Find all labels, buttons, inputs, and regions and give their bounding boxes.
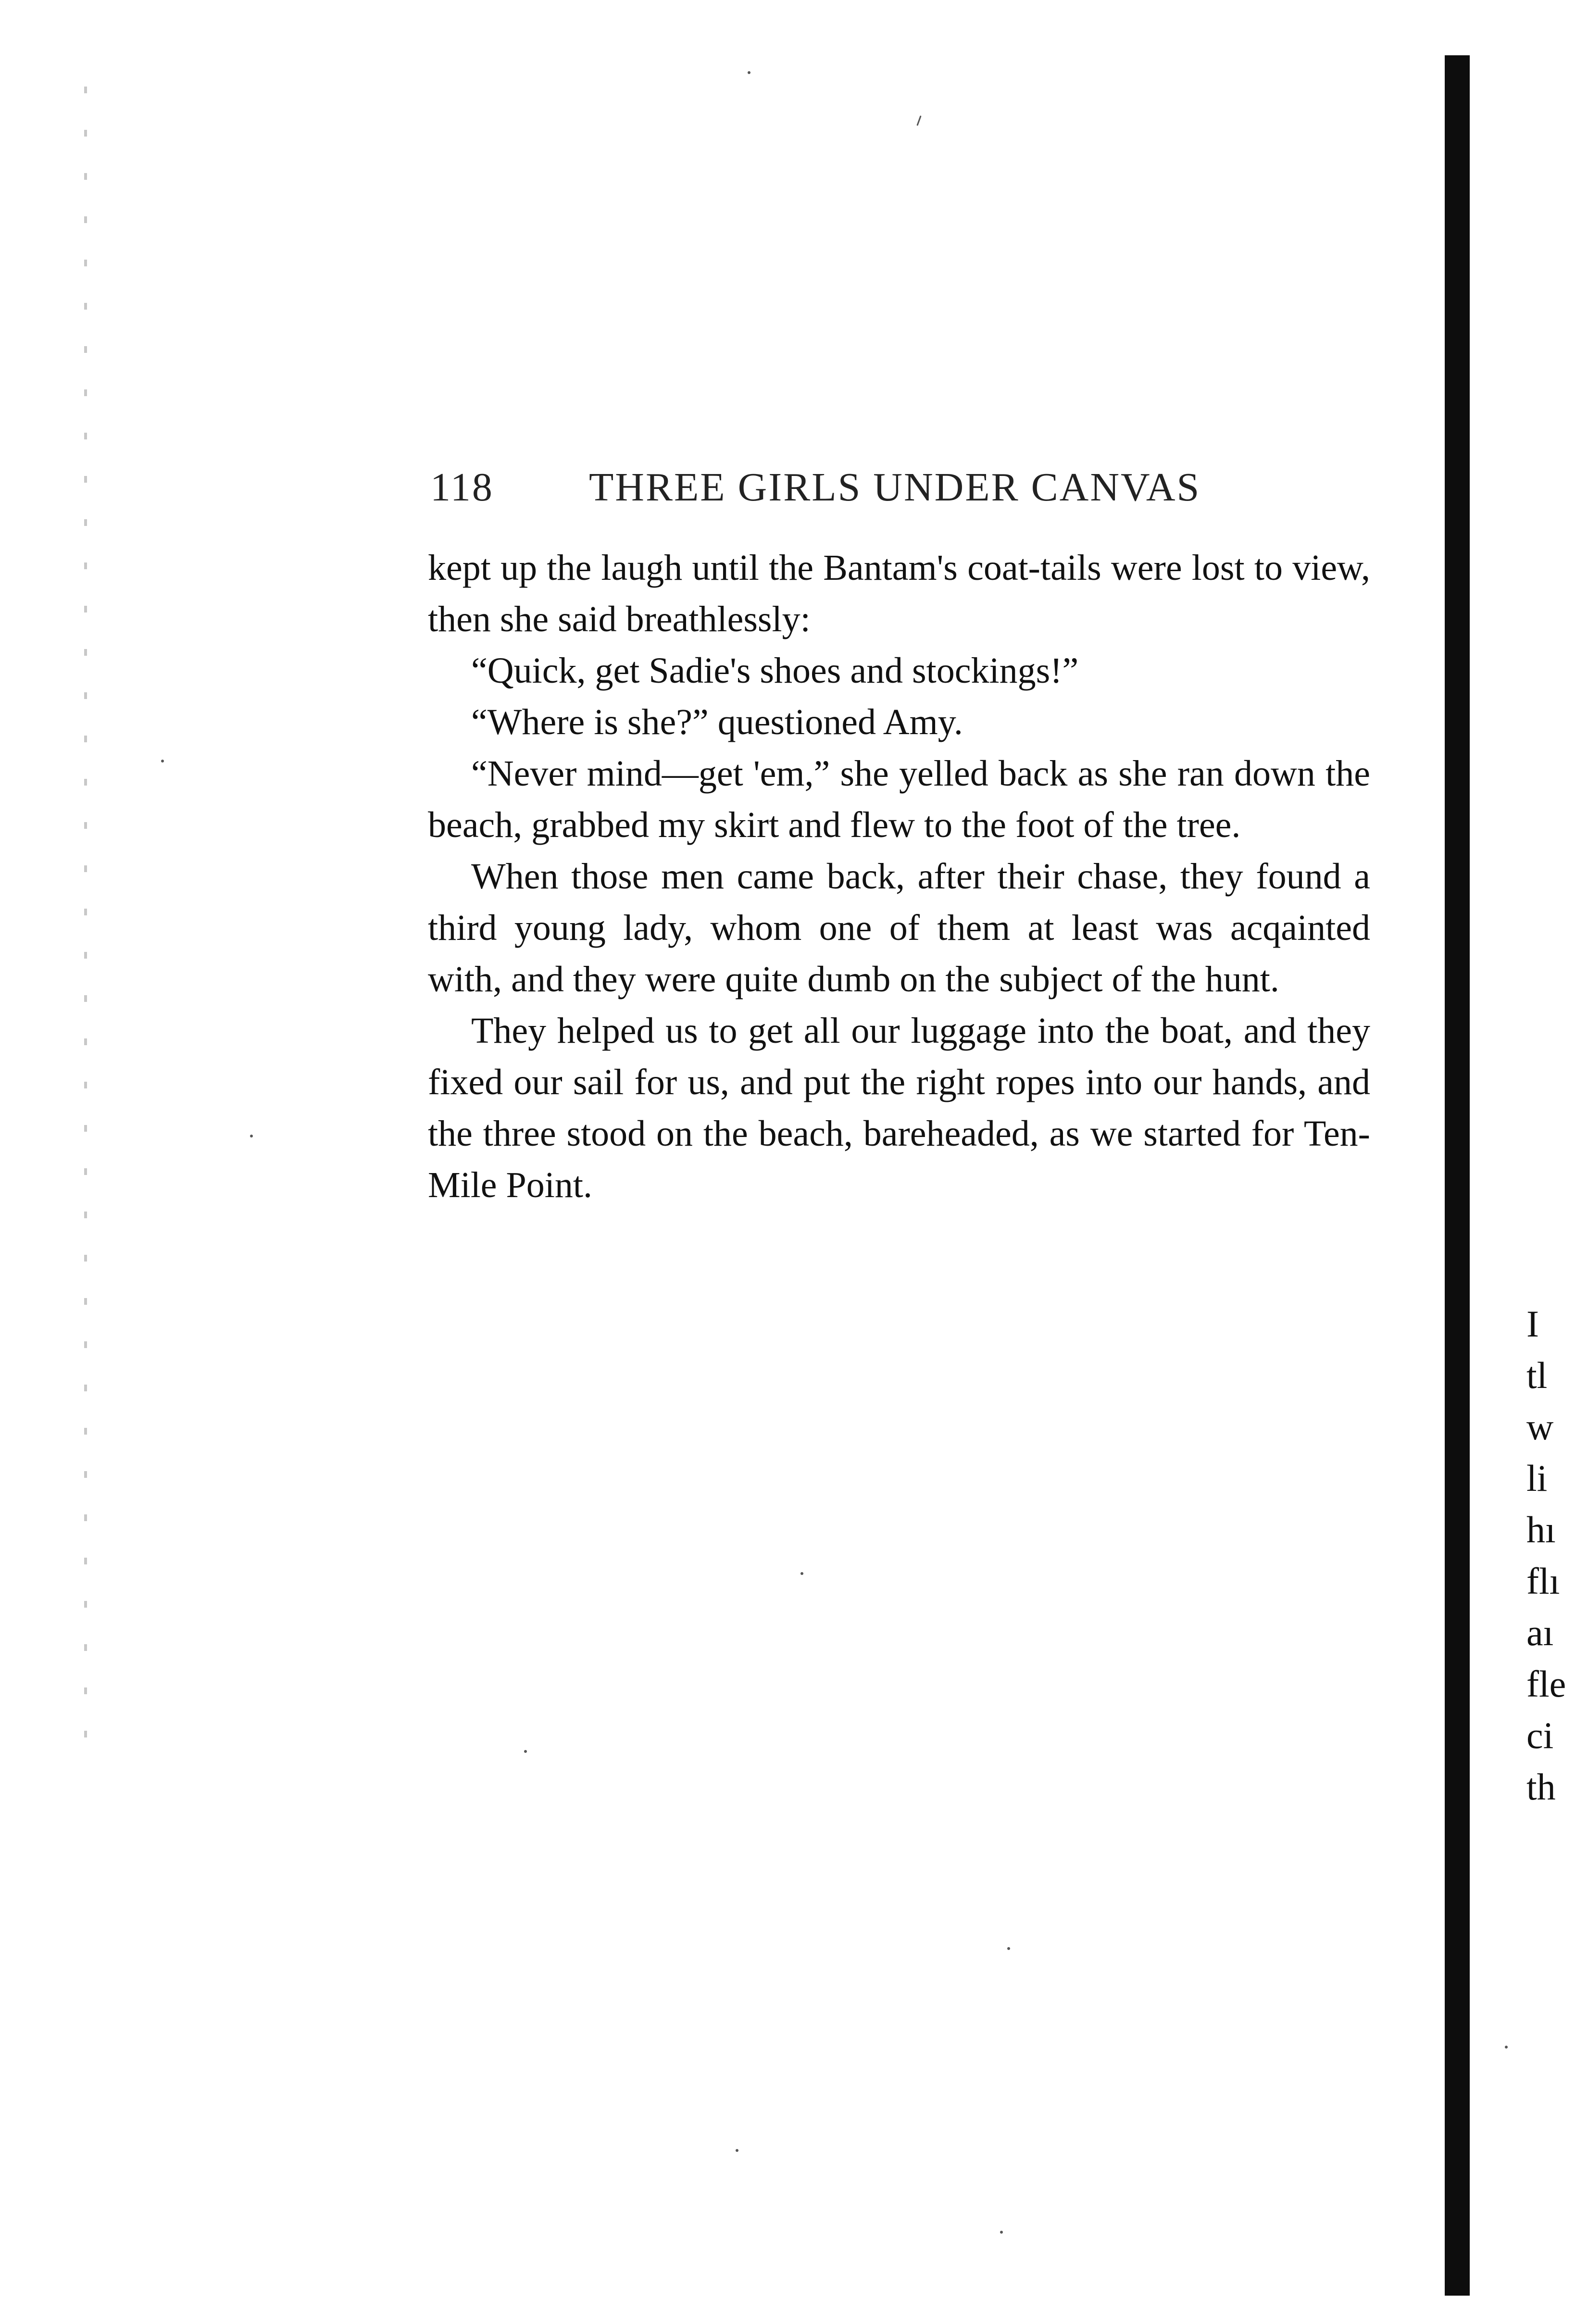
page-number: 118 xyxy=(430,465,494,510)
scan-speck xyxy=(1000,2231,1003,2234)
fragment-line: tl xyxy=(1526,1354,1548,1396)
paragraph: They helped us to get all our luggage into the boat, and they fixed our sail for us, and put the right ropes into our hands, and the three stood on the beach, bareheaded, as we started for Ten-Mile Point. xyxy=(428,1011,1370,1205)
paragraph: kept up the laugh until the Bantam's coat-tails were lost to view, then she said breathlessly: xyxy=(428,548,1370,639)
scan-speck xyxy=(1007,1947,1010,1950)
fragment-line: hı xyxy=(1526,1509,1556,1550)
fragment-line: fle xyxy=(1526,1663,1566,1705)
paragraph: When those men came back, after their chase, they found a third young lady, whom one of them at least was acqainted with, and they were quite dumb on the subject of the hunt. xyxy=(428,856,1370,1000)
paragraph: “Never mind—get 'em,” she yelled back as she ran down the beach, grabbed my skirt and flew to the foot of the tree. xyxy=(428,753,1370,845)
fragment-line: I xyxy=(1526,1303,1539,1345)
binding-shadow-bar xyxy=(1445,55,1470,2296)
scan-speck xyxy=(916,115,921,126)
fragment-line: li xyxy=(1526,1457,1548,1499)
fragment-line: aı xyxy=(1526,1612,1554,1653)
scan-speck xyxy=(524,1750,527,1753)
scan-gutter-marks xyxy=(84,87,87,1769)
facing-page-fragment xyxy=(1526,1298,1588,1812)
scan-speck xyxy=(736,2149,738,2152)
fragment-line: w xyxy=(1526,1406,1554,1448)
paragraph: “Quick, get Sadie's shoes and stockings!” xyxy=(471,650,1079,691)
paragraph: “Where is she?” questioned Amy. xyxy=(471,702,963,742)
fragment-line: th xyxy=(1526,1766,1556,1808)
scan-speck xyxy=(161,760,164,762)
fragment-line: ci xyxy=(1526,1714,1554,1756)
fragment-line: flı xyxy=(1526,1560,1560,1602)
page-header xyxy=(430,464,1373,517)
scan-speck xyxy=(250,1135,253,1137)
body-text xyxy=(428,542,1370,1211)
scan-speck xyxy=(1505,2046,1508,2049)
running-title: THREE GIRLS UNDER CANVAS xyxy=(589,465,1201,510)
scan-speck xyxy=(748,71,750,74)
scan-speck xyxy=(800,1572,803,1575)
